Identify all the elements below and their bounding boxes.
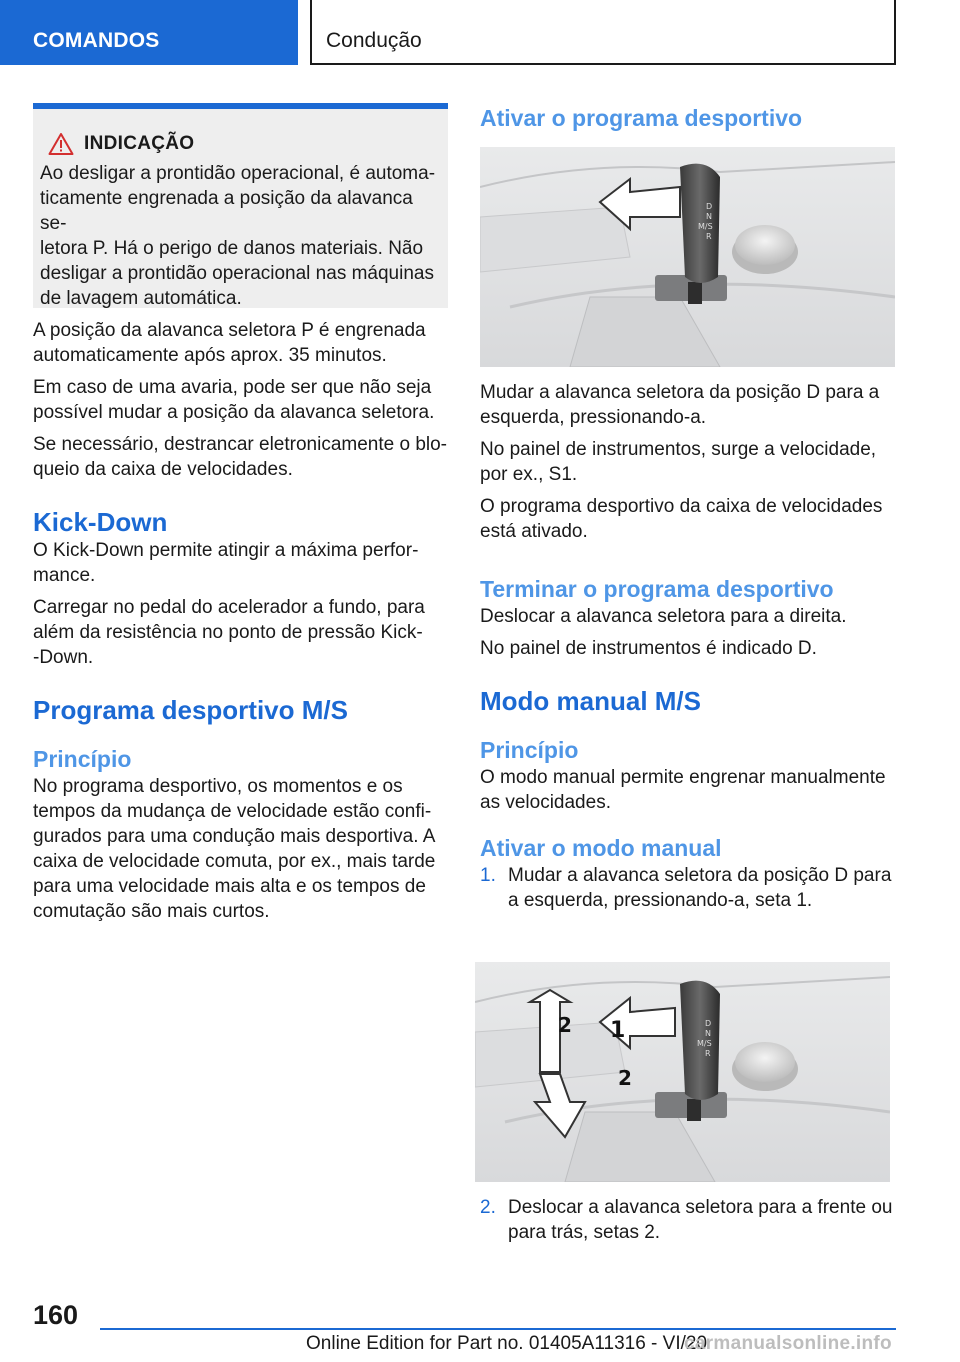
selector-lever-illustration bbox=[480, 147, 895, 367]
arrow-label: 2 bbox=[618, 1066, 632, 1090]
page-number: 160 bbox=[33, 1300, 79, 1330]
notice-line: Ao desligar a prontidão operacional, é automa- bbox=[40, 163, 436, 184]
step-text: Deslocar a alavanca seletora para a frente ou para trás, setas 2. bbox=[508, 1197, 893, 1243]
selector-label: D bbox=[705, 1019, 712, 1028]
heading-end-sport: Terminar o programa desportivo bbox=[480, 576, 834, 602]
selector-label: M/S bbox=[697, 1039, 712, 1048]
paragraph-kickdown-2: Carregar no pedal do acelerador a fundo, para além da resistência no ponto de pressão Kick- -Down. bbox=[33, 597, 425, 668]
notice-line: desligar a prontidão operacional nas máquinas bbox=[40, 263, 434, 284]
notice-line: ticamente engrenada a posição da alavanca se- bbox=[40, 188, 413, 234]
selector-label: D bbox=[706, 202, 713, 211]
paragraph-principle: No programa desportivo, os momentos e os tempos da mudança de velocidade estão confi- gurados para uma condução mais desportiva. A caixa de velocidade comuta, por ex., mais tarde para uma velocidade mais alta e os tempos de comutação são mais curtos. bbox=[33, 776, 436, 922]
paragraph-unlock: Se necessário, destrancar eletronicamente o blo- queio da caixa de velocidades. bbox=[33, 434, 448, 480]
section-tab bbox=[0, 0, 298, 65]
heading-manual-principle: Princípio bbox=[480, 737, 579, 763]
manual-mode-illustration bbox=[475, 962, 890, 1182]
arrow-label: 2 bbox=[558, 1013, 572, 1037]
paragraph-kickdown-1: O Kick-Down permite atingir a máxima perfor- mance. bbox=[33, 540, 419, 586]
step-text: Mudar a alavanca seletora da posição D para a esquerda, pressionando-a, seta 1. bbox=[508, 865, 892, 911]
heading-kickdown: Kick-Down bbox=[33, 507, 168, 537]
paragraph-auto-park: A posição da alavanca seletora P é engrenada automaticamente após aprox. 35 minutos. bbox=[33, 320, 426, 366]
heading-sport-program: Programa desportivo M/S bbox=[33, 695, 348, 725]
right-column-top bbox=[480, 103, 896, 133]
list-item bbox=[480, 1195, 896, 1245]
selector-label: N bbox=[705, 1029, 711, 1038]
heading-manual-mode: Modo manual M/S bbox=[480, 686, 701, 716]
paragraph-malfunction: Em caso de uma avaria, pode ser que não seja possível mudar a posição da alavanca seletora. bbox=[33, 377, 435, 423]
notice-header bbox=[40, 131, 440, 157]
selector-label: R bbox=[706, 232, 712, 241]
figure-manual-mode-arrows bbox=[475, 962, 890, 1182]
heading-activate-manual: Ativar o modo manual bbox=[480, 835, 722, 861]
right-column-middle bbox=[480, 380, 896, 913]
section-title: COMANDOS bbox=[33, 29, 160, 52]
heading-principle: Princípio bbox=[33, 746, 132, 772]
footer-edition: Online Edition for Part no. 01405A11316 - VI/20 bbox=[306, 1333, 708, 1354]
notice-title: INDICAÇÃO bbox=[84, 133, 195, 154]
paragraph-end-1: Deslocar a alavanca seletora para a direita. bbox=[480, 606, 847, 627]
warning-triangle-icon bbox=[48, 132, 74, 156]
steps-list bbox=[480, 863, 896, 913]
paragraph-manual-principle: O modo manual permite engrenar manualmente as velocidades. bbox=[480, 767, 886, 813]
selector-label: M/S bbox=[698, 222, 713, 231]
chapter-title: Condução bbox=[326, 29, 422, 52]
step-number: 1. bbox=[480, 865, 496, 886]
selector-label: N bbox=[706, 212, 712, 221]
heading-activate-sport: Ativar o programa desportivo bbox=[480, 105, 803, 131]
notice-box bbox=[33, 103, 448, 308]
paragraph-activate-3: O programa desportivo da caixa de velocidades está ativado. bbox=[480, 496, 883, 542]
chapter-tab bbox=[310, 0, 896, 65]
paragraph-end-2: No painel de instrumentos é indicado D. bbox=[480, 638, 817, 659]
left-column bbox=[33, 318, 448, 931]
paragraph-activate-2: No painel de instrumentos, surge a velocidade, por ex., S1. bbox=[480, 439, 877, 485]
watermark: carmanualsonline.info bbox=[684, 1333, 892, 1354]
step-number: 2. bbox=[480, 1197, 496, 1218]
footer-divider bbox=[100, 1328, 896, 1330]
notice-line: de lavagem automática. bbox=[40, 288, 242, 309]
arrow-label: 1 bbox=[610, 1018, 626, 1043]
paragraph-activate-1: Mudar a alavanca seletora da posição D para a esquerda, pressionando-a. bbox=[480, 382, 880, 428]
notice-line: letora P. Há o perigo de danos materiais. Não bbox=[40, 238, 424, 259]
selector-label: R bbox=[705, 1049, 711, 1058]
list-item bbox=[480, 863, 896, 913]
figure-selector-lever-left bbox=[480, 147, 895, 367]
steps-list-continued bbox=[480, 1195, 896, 1245]
